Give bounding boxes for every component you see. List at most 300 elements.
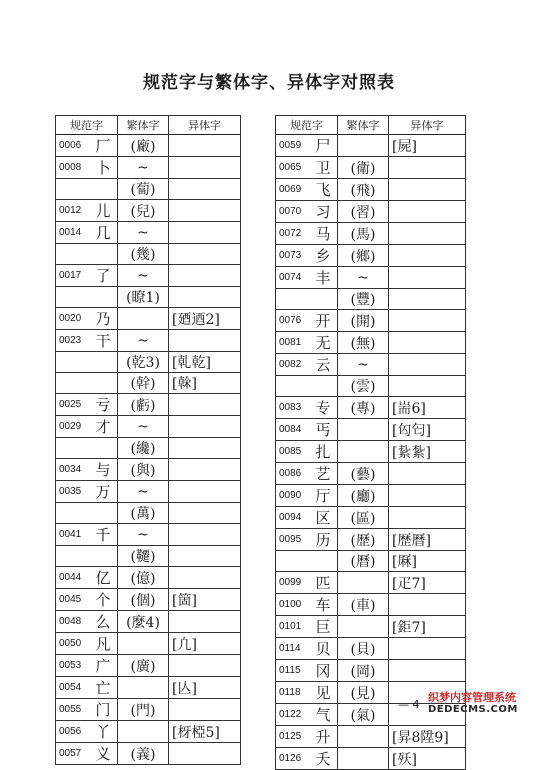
variant-char-cell: [昇8陞9] [389,726,466,748]
page-title: 规范字与繁体字、异体字对照表 [143,73,395,93]
code-cell: 0122 [276,704,316,726]
standard-char-cell [316,551,338,572]
standard-char-cell: 贝 [316,638,338,660]
table-row [276,529,466,551]
table-row [56,655,241,677]
table-row [276,485,466,507]
standard-char-cell: 冈 [316,660,338,682]
traditional-char-cell [338,748,389,770]
code-cell: 0114 [276,638,316,660]
table-row [276,748,466,770]
table-row [56,394,241,416]
code-cell: 0086 [276,463,316,485]
header-variant: 异体字 [169,116,241,135]
table-row [56,222,241,244]
code-cell [56,287,96,308]
table-row [56,677,241,699]
standard-char-cell: 云 [316,354,338,376]
variant-char-cell [389,594,466,616]
traditional-char-cell [338,441,389,463]
standard-char-cell: 了 [96,265,118,287]
traditional-char-cell: (鄉) [338,245,389,267]
standard-char-cell: 尸 [316,135,338,157]
standard-char-cell: 儿 [96,200,118,222]
standard-char-cell [96,503,118,524]
traditional-char-cell: (見) [338,682,389,704]
traditional-char-cell: (蔔) [118,179,169,200]
traditional-char-cell [118,308,169,330]
traditional-char-cell: (無) [338,332,389,354]
table-row [56,546,241,567]
traditional-char-cell: ~ [118,265,169,287]
variant-char-cell: [疋7] [389,572,466,594]
code-cell: 0084 [276,419,316,441]
code-cell: 0056 [56,721,96,743]
code-cell: 0054 [56,677,96,699]
code-cell: 0094 [276,507,316,529]
table-row [56,699,241,721]
variant-char-cell: [匃匄] [389,419,466,441]
variant-char-cell [169,394,241,416]
variant-char-cell [169,438,241,459]
traditional-char-cell: (廠) [118,135,169,157]
table-row [56,135,241,157]
code-cell: 0118 [276,682,316,704]
variant-char-cell: [箇] [169,589,241,611]
standard-char-cell: 匹 [316,572,338,594]
traditional-char-cell: (氣) [338,704,389,726]
header-traditional: 繁体字 [338,116,389,135]
standard-char-cell [96,373,118,394]
code-cell: 0082 [276,354,316,376]
code-cell: 0014 [56,222,96,244]
standard-char-cell: 丰 [316,267,338,289]
traditional-char-cell: (幹) [118,373,169,394]
table-row [56,743,241,765]
code-cell [276,289,316,310]
standard-char-cell: 凡 [96,633,118,655]
standard-char-cell: 飞 [316,179,338,201]
code-cell: 0081 [276,332,316,354]
variant-char-cell [169,244,241,265]
watermark-en: DEDECMS.COM [428,704,518,715]
table-row [276,135,466,157]
standard-char-cell: 马 [316,223,338,245]
variant-char-cell [169,481,241,503]
variant-char-cell [169,567,241,589]
code-cell: 0099 [276,572,316,594]
standard-char-cell: 义 [96,743,118,765]
table-row [56,721,241,743]
variant-char-cell: [榦] [169,373,241,394]
code-cell: 0059 [276,135,316,157]
standard-char-cell [96,179,118,200]
variant-char-cell: [亾] [169,677,241,699]
variant-char-cell [389,638,466,660]
table-row [56,611,241,633]
variant-char-cell: [歴曆] [389,529,466,551]
standard-char-cell: 巨 [316,616,338,638]
traditional-char-cell: (韆) [118,546,169,567]
variant-char-cell [389,289,466,310]
code-cell [56,438,96,459]
traditional-char-cell: (瞭1) [118,287,169,308]
traditional-char-cell: (虧) [118,394,169,416]
traditional-char-cell: ~ [118,222,169,244]
traditional-char-cell: (藝) [338,463,389,485]
variant-char-cell [169,524,241,546]
variant-char-cell [169,200,241,222]
traditional-char-cell: (開) [338,310,389,332]
standard-char-cell: 个 [96,589,118,611]
table-row [276,376,466,397]
table-row [56,481,241,503]
table-row [276,616,466,638]
watermark-cn: 织梦内容管理系统 [428,691,516,704]
comparison-table-right [275,115,466,770]
variant-char-cell [169,416,241,438]
standard-char-cell: 夭 [316,748,338,770]
code-cell: 0050 [56,633,96,655]
traditional-char-cell: (與) [118,459,169,481]
traditional-char-cell: (麼4) [118,611,169,633]
table-row [56,438,241,459]
traditional-char-cell [338,726,389,748]
standard-char-cell: 乃 [96,308,118,330]
traditional-char-cell: (馬) [338,223,389,245]
header-standard: 规范字 [276,116,338,135]
traditional-char-cell: (貝) [338,638,389,660]
traditional-char-cell: (專) [338,397,389,419]
table-row [56,633,241,655]
variant-char-cell [389,376,466,397]
code-cell [56,179,96,200]
table-header-row [276,116,466,135]
traditional-char-cell: (車) [338,594,389,616]
code-cell: 0044 [56,567,96,589]
table-row [56,503,241,524]
table-row [56,416,241,438]
traditional-char-cell: ~ [118,416,169,438]
code-cell: 0053 [56,655,96,677]
variant-char-cell [389,157,466,179]
table-header-row [56,116,241,135]
code-cell: 0083 [276,397,316,419]
table-row [276,397,466,419]
code-cell: 0126 [276,748,316,770]
table-row [56,308,241,330]
code-cell: 0041 [56,524,96,546]
variant-char-cell [169,503,241,524]
code-cell: 0072 [276,223,316,245]
variant-char-cell [389,660,466,682]
variant-char-cell [169,459,241,481]
standard-char-cell: 见 [316,682,338,704]
code-cell: 0090 [276,485,316,507]
traditional-char-cell: (岡) [338,660,389,682]
variant-char-cell: [屍] [389,135,466,157]
code-cell [276,376,316,397]
standard-char-cell [96,352,118,373]
table-row [56,352,241,373]
variant-char-cell [389,463,466,485]
standard-char-cell: 亿 [96,567,118,589]
traditional-char-cell: (區) [338,507,389,529]
table-row [276,310,466,332]
table-row [56,373,241,394]
table-body-right [276,135,466,770]
traditional-char-cell: (義) [118,743,169,765]
variant-char-cell [169,157,241,179]
variant-char-cell [169,546,241,567]
code-cell: 0115 [276,660,316,682]
traditional-char-cell [118,677,169,699]
traditional-char-cell: ~ [118,330,169,352]
table-row [276,463,466,485]
variant-char-cell [389,201,466,223]
code-cell: 0069 [276,179,316,201]
code-cell: 0045 [56,589,96,611]
code-cell: 0029 [56,416,96,438]
variant-char-cell: [殀] [389,748,466,770]
table-row [56,459,241,481]
standard-char-cell: 丐 [316,419,338,441]
traditional-char-cell: (雲) [338,376,389,397]
traditional-char-cell: (豐) [338,289,389,310]
table-body-left [56,135,241,765]
variant-char-cell [169,611,241,633]
table-row [276,419,466,441]
traditional-char-cell: (個) [118,589,169,611]
code-cell: 0023 [56,330,96,352]
variant-char-cell: [枒椏5] [169,721,241,743]
code-cell: 0034 [56,459,96,481]
variant-char-cell [389,485,466,507]
table-row [276,179,466,201]
variant-char-cell [389,223,466,245]
variant-char-cell [169,135,241,157]
table-row [56,567,241,589]
table-row [56,265,241,287]
traditional-char-cell [118,633,169,655]
standard-char-cell: 才 [96,416,118,438]
variant-char-cell: [廼迺2] [169,308,241,330]
variant-char-cell [389,332,466,354]
standard-char-cell [96,438,118,459]
standard-char-cell: 升 [316,726,338,748]
code-cell: 0008 [56,157,96,179]
code-cell: 0065 [276,157,316,179]
traditional-char-cell: (歷) [338,529,389,551]
table-row [276,332,466,354]
traditional-char-cell: (纔) [118,438,169,459]
standard-char-cell: 几 [96,222,118,244]
traditional-char-cell [338,135,389,157]
standard-char-cell: 亡 [96,677,118,699]
traditional-char-cell: ~ [338,267,389,289]
code-cell: 0073 [276,245,316,267]
table-row [56,179,241,200]
traditional-char-cell: ~ [118,157,169,179]
table-row [56,524,241,546]
traditional-char-cell: ~ [338,354,389,376]
table-row [276,354,466,376]
variant-char-cell [389,310,466,332]
code-cell: 0085 [276,441,316,463]
header-variant: 异体字 [389,116,466,135]
table-row [56,200,241,222]
code-cell: 0057 [56,743,96,765]
traditional-char-cell: (習) [338,201,389,223]
traditional-char-cell [118,721,169,743]
code-cell: 0055 [56,699,96,721]
standard-char-cell: 门 [96,699,118,721]
traditional-char-cell: ~ [118,524,169,546]
variant-char-cell [389,354,466,376]
standard-char-cell: 艺 [316,463,338,485]
variant-char-cell: [紥紮] [389,441,466,463]
traditional-char-cell: (門) [118,699,169,721]
code-cell [56,546,96,567]
variant-char-cell [169,699,241,721]
standard-char-cell: 专 [316,397,338,419]
standard-char-cell [96,244,118,265]
table-row [276,594,466,616]
code-cell: 0070 [276,201,316,223]
standard-char-cell: 车 [316,594,338,616]
variant-char-cell [389,507,466,529]
table-row [276,157,466,179]
standard-char-cell: 气 [316,704,338,726]
standard-char-cell [96,546,118,567]
standard-char-cell: 干 [96,330,118,352]
traditional-char-cell: (億) [118,567,169,589]
code-cell: 0020 [56,308,96,330]
variant-char-cell [169,743,241,765]
table-row [276,507,466,529]
table-row [276,660,466,682]
standard-char-cell: 开 [316,310,338,332]
comparison-table-left [55,115,241,765]
traditional-char-cell: (曆) [338,551,389,572]
traditional-char-cell: ~ [118,481,169,503]
code-cell: 0025 [56,394,96,416]
variant-char-cell [169,287,241,308]
code-cell: 0035 [56,481,96,503]
variant-char-cell [389,179,466,201]
traditional-char-cell: (兒) [118,200,169,222]
code-cell: 0095 [276,529,316,551]
code-cell [56,503,96,524]
code-cell: 0074 [276,267,316,289]
standard-char-cell: 广 [96,655,118,677]
table-row [56,589,241,611]
standard-char-cell: 万 [96,481,118,503]
header-standard: 规范字 [56,116,118,135]
table-row [276,201,466,223]
traditional-char-cell: (萬) [118,503,169,524]
table-row [276,245,466,267]
code-cell: 0101 [276,616,316,638]
traditional-char-cell [338,616,389,638]
header-traditional: 繁体字 [118,116,169,135]
code-cell: 0017 [56,265,96,287]
standard-char-cell: 与 [96,459,118,481]
table-row [276,267,466,289]
standard-char-cell: 么 [96,611,118,633]
standard-char-cell: 千 [96,524,118,546]
table-row [276,223,466,245]
code-cell: 0076 [276,310,316,332]
standard-char-cell [96,287,118,308]
standard-char-cell [316,289,338,310]
standard-char-cell: 丫 [96,721,118,743]
standard-char-cell: 厅 [316,485,338,507]
variant-char-cell [169,222,241,244]
table-row [276,638,466,660]
table-row [56,330,241,352]
table-row [56,244,241,265]
table-row [56,157,241,179]
traditional-char-cell: (廳) [338,485,389,507]
standard-char-cell: 区 [316,507,338,529]
variant-char-cell: [耑6] [389,397,466,419]
standard-char-cell: 扎 [316,441,338,463]
standard-char-cell: 乡 [316,245,338,267]
table-row [276,441,466,463]
table-row [276,289,466,310]
code-cell [56,244,96,265]
standard-char-cell: 无 [316,332,338,354]
standard-char-cell: 卜 [96,157,118,179]
variant-char-cell [169,179,241,200]
traditional-char-cell [338,572,389,594]
variant-char-cell [389,245,466,267]
code-cell: 0006 [56,135,96,157]
variant-char-cell [389,267,466,289]
variant-char-cell [169,265,241,287]
standard-char-cell: 亏 [96,394,118,416]
code-cell: 0125 [276,726,316,748]
variant-char-cell: [凢] [169,633,241,655]
watermark [428,692,528,716]
table-row [276,726,466,748]
standard-char-cell: 厂 [96,135,118,157]
traditional-char-cell: (衛) [338,157,389,179]
traditional-char-cell: (幾) [118,244,169,265]
traditional-char-cell [338,419,389,441]
standard-char-cell: 习 [316,201,338,223]
standard-char-cell: 卫 [316,157,338,179]
variant-char-cell [169,330,241,352]
code-cell [56,352,96,373]
table-row [276,551,466,572]
code-cell [56,373,96,394]
table-row [276,572,466,594]
traditional-char-cell: (乾3) [118,352,169,373]
traditional-char-cell: (廣) [118,655,169,677]
code-cell [276,551,316,572]
code-cell: 0012 [56,200,96,222]
variant-char-cell: [厤] [389,551,466,572]
standard-char-cell [316,376,338,397]
standard-char-cell: 历 [316,529,338,551]
page-marker: — 4 [398,698,420,711]
variant-char-cell: [鉅7] [389,616,466,638]
code-cell: 0100 [276,594,316,616]
variant-char-cell [169,655,241,677]
table-row [56,287,241,308]
